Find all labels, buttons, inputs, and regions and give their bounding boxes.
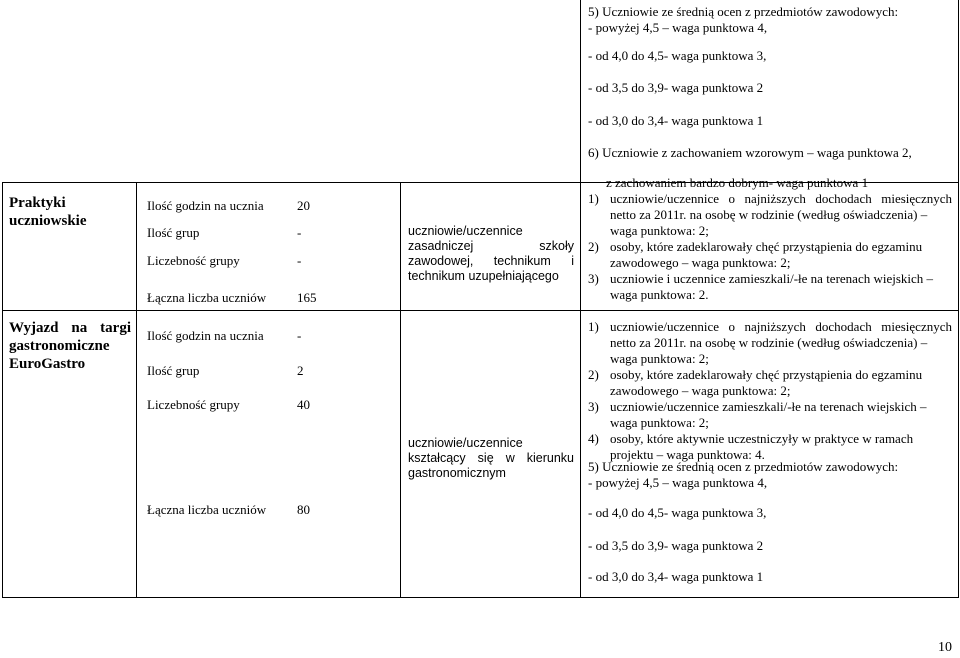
criterion-weight: waga punktowa: 2; bbox=[610, 351, 709, 366]
grade-line: - od 3,0 do 3,4- waga punktowa 1 bbox=[588, 569, 764, 584]
stat-label: Łączna liczba uczniów bbox=[147, 290, 267, 305]
stat-label: Łączna liczba uczniów bbox=[147, 502, 267, 517]
grade-line: - od 4,0 do 4,5- waga punktowa 3, bbox=[588, 505, 767, 520]
grade-line: - powyżej 4,5 – waga punktowa 4, bbox=[588, 475, 768, 490]
criterion-weight: waga punktowa: 2; bbox=[610, 223, 709, 238]
stat-value: 40 bbox=[297, 397, 310, 412]
criterion-text: uczniowie/uczennice o najniższych dochodach miesięcznych netto za 2011r. na osobę w rodzinie (według oświadczenia) – bbox=[610, 191, 952, 222]
table-border-bottom bbox=[2, 597, 959, 598]
stat-value: - bbox=[297, 253, 302, 268]
table-border-col2 bbox=[400, 182, 401, 598]
criterion-num: 2) bbox=[588, 367, 599, 382]
stat-value: - bbox=[297, 328, 302, 343]
row-title: Praktyki uczniowskie bbox=[9, 195, 87, 229]
criterion bbox=[588, 239, 952, 255]
cont-line: 5) Uczniowie ze średnią ocen z przedmiotów zawodowych: bbox=[588, 4, 899, 19]
criterion-num: 3) bbox=[588, 271, 599, 286]
cont-line: - od 3,5 do 3,9- waga punktowa 2 bbox=[588, 80, 764, 95]
stat-value: 20 bbox=[297, 198, 310, 213]
criterion-num: 4) bbox=[588, 431, 599, 446]
stat-value: - bbox=[297, 225, 302, 240]
criterion-text: osoby, które aktywnie uczestniczyły w praktyce w ramach bbox=[610, 431, 914, 446]
criterion-num: 2) bbox=[588, 239, 599, 254]
criteria-list bbox=[588, 191, 952, 303]
stat-label: Ilość grup bbox=[147, 225, 200, 240]
criterion-text: osoby, które zadeklarowały chęć przystąpienia do egzaminu bbox=[610, 367, 923, 382]
criterion bbox=[588, 399, 952, 415]
criterion-weight: waga punktowa: 2. bbox=[610, 287, 709, 302]
stat-value: 2 bbox=[297, 363, 304, 378]
stat-label: Liczebność grupy bbox=[147, 397, 240, 412]
stat-label: Ilość godzin na ucznia bbox=[147, 198, 264, 213]
cont-line: - od 3,0 do 3,4- waga punktowa 1 bbox=[588, 113, 764, 128]
table-border-row2-top bbox=[2, 310, 959, 311]
stat-value: 80 bbox=[297, 502, 310, 517]
criteria-list bbox=[588, 319, 952, 463]
row-title: Wyjazd na targi gastronomiczne EuroGastro bbox=[9, 320, 131, 372]
table-border-left-row bbox=[2, 182, 3, 598]
stat-value: 165 bbox=[297, 290, 317, 305]
criterion-text: uczniowie/uczennice o najniższych dochodach miesięcznych netto za 2011r. na osobę w rodzinie (według oświadczenia) – bbox=[610, 319, 952, 350]
criterion bbox=[588, 191, 952, 223]
criterion-num: 1) bbox=[588, 191, 599, 206]
criterion-weight: zawodowego – waga punktowa: 2; bbox=[610, 255, 791, 270]
criterion-text: osoby, które zadeklarowały chęć przystąpienia do egzaminu bbox=[610, 239, 923, 254]
target-group: uczniowie/uczennice zasadniczej szkoły zawodowej, technikum i technikum uzupełniającego bbox=[408, 224, 574, 283]
target-group: uczniowie/uczennice kształcący się w kierunku gastronomicznym bbox=[408, 436, 574, 480]
criterion-num: 3) bbox=[588, 399, 599, 414]
cont-line: - powyżej 4,5 – waga punktowa 4, bbox=[588, 20, 768, 35]
table-border-col1 bbox=[136, 182, 137, 598]
page-number: 10 bbox=[938, 640, 952, 655]
cont-line: 6) Uczniowie z zachowaniem wzorowym – waga punktowa 2, bbox=[588, 145, 912, 160]
criterion-weight: zawodowego – waga punktowa: 2; bbox=[610, 383, 791, 398]
criterion-weight: projektu – waga punktowa: 4. bbox=[610, 447, 765, 462]
stat-label: Ilość godzin na ucznia bbox=[147, 328, 264, 343]
criterion bbox=[588, 367, 952, 383]
stat-label: Liczebność grupy bbox=[147, 253, 240, 268]
cont-line: - od 4,0 do 4,5- waga punktowa 3, bbox=[588, 48, 767, 63]
criterion bbox=[588, 319, 952, 351]
criterion-text: uczniowie i uczennice zamieszkali/-łe na terenach wiejskich – bbox=[610, 271, 934, 286]
criterion-weight: waga punktowa: 2; bbox=[610, 415, 709, 430]
stat-label: Ilość grup bbox=[147, 363, 200, 378]
criterion-num: 1) bbox=[588, 319, 599, 334]
cont-line: z zachowaniem bardzo dobrym- waga punktowa 1 bbox=[606, 175, 869, 190]
criterion bbox=[588, 431, 952, 447]
table-border-right bbox=[958, 0, 959, 598]
table-border-col3 bbox=[580, 0, 581, 598]
criterion-text: uczniowie/uczennice zamieszkali/-łe na terenach wiejskich – bbox=[610, 399, 927, 414]
criterion bbox=[588, 271, 952, 287]
grade-line: 5) Uczniowie ze średnią ocen z przedmiotów zawodowych: bbox=[588, 459, 899, 474]
grade-line: - od 3,5 do 3,9- waga punktowa 2 bbox=[588, 538, 764, 553]
